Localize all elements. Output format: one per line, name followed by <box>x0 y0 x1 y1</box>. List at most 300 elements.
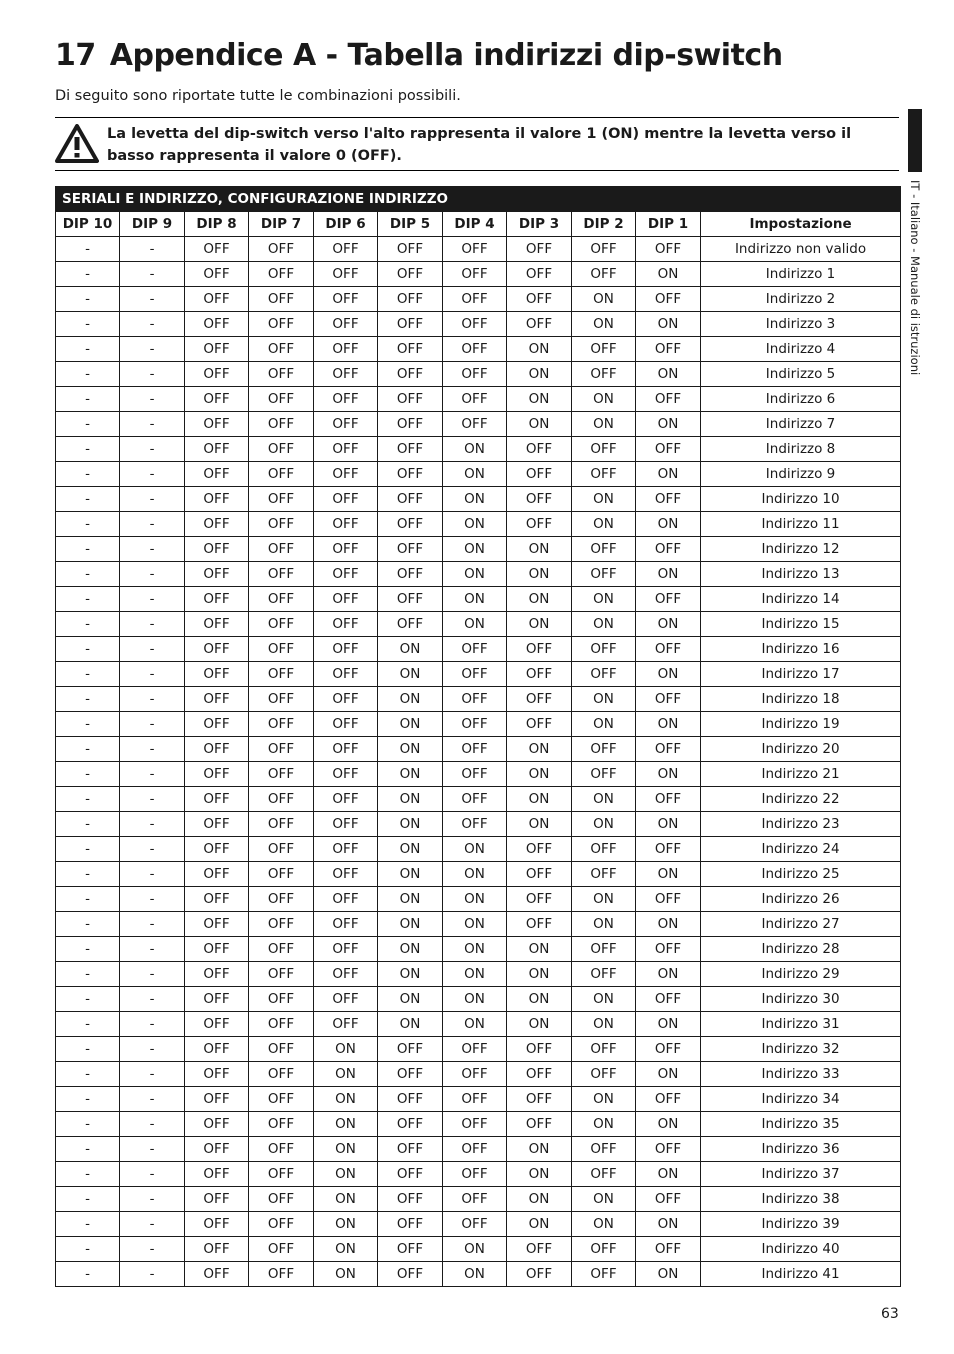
dip-state-cell: - <box>56 537 120 562</box>
dip-state-cell: OFF <box>249 762 314 787</box>
table-row <box>56 362 901 387</box>
dip-state-cell: OFF <box>636 537 701 562</box>
dip-state-cell: OFF <box>507 887 572 912</box>
dip-state-cell: - <box>120 437 185 462</box>
dip-state-cell: OFF <box>443 1162 507 1187</box>
dip-state-cell: OFF <box>378 1037 443 1062</box>
dip-state-cell: OFF <box>249 1037 314 1062</box>
dip-state-cell: - <box>56 587 120 612</box>
dip-state-cell: OFF <box>185 287 249 312</box>
dip-state-cell: OFF <box>185 1137 249 1162</box>
warning-box <box>55 117 899 171</box>
dip-state-cell: OFF <box>507 662 572 687</box>
dip-state-cell: ON <box>636 462 701 487</box>
dip-state-cell: ON <box>507 387 572 412</box>
column-header: DIP 4 <box>443 212 507 237</box>
dip-state-cell: OFF <box>314 362 378 387</box>
dip-state-cell: OFF <box>185 312 249 337</box>
dip-state-cell: OFF <box>507 837 572 862</box>
dip-state-cell: ON <box>507 962 572 987</box>
dip-state-cell: - <box>120 462 185 487</box>
table-row <box>56 262 901 287</box>
dip-state-cell: OFF <box>507 1087 572 1112</box>
column-header: DIP 8 <box>185 212 249 237</box>
dip-state-cell: OFF <box>249 687 314 712</box>
dip-state-cell: OFF <box>378 312 443 337</box>
dip-state-cell: - <box>56 262 120 287</box>
dip-state-cell: ON <box>636 1062 701 1087</box>
dip-state-cell: OFF <box>249 587 314 612</box>
dip-state-cell: OFF <box>636 287 701 312</box>
dip-state-cell: OFF <box>507 1037 572 1062</box>
table-banner: SERIALI E INDIRIZZO, CONFIGURAZIONE INDIRIZZO <box>56 187 901 212</box>
dip-state-cell: ON <box>636 1262 701 1287</box>
dip-state-cell: - <box>56 1062 120 1087</box>
dip-state-cell: ON <box>572 312 636 337</box>
dip-state-cell: OFF <box>185 1037 249 1062</box>
dip-state-cell: OFF <box>378 412 443 437</box>
dip-state-cell: OFF <box>314 612 378 637</box>
dip-state-cell: ON <box>636 1162 701 1187</box>
dip-state-cell: OFF <box>378 1137 443 1162</box>
table-row <box>56 287 901 312</box>
dip-state-cell: OFF <box>185 1212 249 1237</box>
dip-state-cell: ON <box>636 362 701 387</box>
dip-state-cell: - <box>56 612 120 637</box>
dip-state-cell: ON <box>378 687 443 712</box>
dip-state-cell: - <box>120 812 185 837</box>
dip-state-cell: - <box>56 362 120 387</box>
dip-state-cell: OFF <box>443 1112 507 1137</box>
dip-state-cell: OFF <box>249 862 314 887</box>
dip-state-cell: - <box>120 837 185 862</box>
setting-cell: Indirizzo 41 <box>701 1262 901 1287</box>
dip-state-cell: - <box>56 912 120 937</box>
dip-state-cell: OFF <box>185 1112 249 1137</box>
dip-state-cell: ON <box>507 612 572 637</box>
dip-state-cell: ON <box>572 1187 636 1212</box>
dip-state-cell: OFF <box>185 1087 249 1112</box>
dip-state-cell: OFF <box>314 712 378 737</box>
dip-state-cell: - <box>120 612 185 637</box>
dip-state-cell: - <box>56 487 120 512</box>
dip-state-cell: ON <box>378 887 443 912</box>
dip-state-cell: OFF <box>636 687 701 712</box>
table-row <box>56 912 901 937</box>
dip-state-cell: OFF <box>185 687 249 712</box>
dip-state-cell: ON <box>507 537 572 562</box>
dip-state-cell: OFF <box>636 437 701 462</box>
dip-state-cell: OFF <box>185 612 249 637</box>
dip-state-cell: OFF <box>572 962 636 987</box>
dip-state-cell: ON <box>378 837 443 862</box>
table-row <box>56 712 901 737</box>
dip-state-cell: ON <box>507 1012 572 1037</box>
dip-state-cell: ON <box>572 812 636 837</box>
dip-state-cell: - <box>56 287 120 312</box>
dip-state-cell: OFF <box>443 787 507 812</box>
dip-state-cell: OFF <box>443 237 507 262</box>
setting-cell: Indirizzo 26 <box>701 887 901 912</box>
dip-state-cell: - <box>120 512 185 537</box>
dip-state-cell: OFF <box>443 1037 507 1062</box>
dip-state-cell: OFF <box>185 912 249 937</box>
dip-state-cell: ON <box>378 737 443 762</box>
dip-state-cell: ON <box>507 1212 572 1237</box>
dip-state-cell: OFF <box>185 1262 249 1287</box>
dip-state-cell: OFF <box>249 1087 314 1112</box>
dip-state-cell: ON <box>572 287 636 312</box>
dip-state-cell: OFF <box>378 1237 443 1262</box>
dip-state-cell: OFF <box>572 537 636 562</box>
dip-state-cell: ON <box>636 512 701 537</box>
table-row <box>56 1262 901 1287</box>
dip-state-cell: ON <box>443 437 507 462</box>
dip-state-cell: OFF <box>185 937 249 962</box>
dip-state-cell: OFF <box>572 762 636 787</box>
dip-state-cell: - <box>56 1137 120 1162</box>
dip-state-cell: - <box>56 962 120 987</box>
dip-state-cell: OFF <box>185 1162 249 1187</box>
dip-state-cell: - <box>56 562 120 587</box>
table-row <box>56 412 901 437</box>
table-row <box>56 587 901 612</box>
setting-cell: Indirizzo 7 <box>701 412 901 437</box>
dip-state-cell: OFF <box>314 262 378 287</box>
dip-state-cell: OFF <box>378 612 443 637</box>
dip-state-cell: ON <box>572 587 636 612</box>
dip-state-cell: ON <box>443 537 507 562</box>
table-row <box>56 537 901 562</box>
setting-cell: Indirizzo 24 <box>701 837 901 862</box>
table-row <box>56 1012 901 1037</box>
table-row <box>56 512 901 537</box>
dip-state-cell: ON <box>378 937 443 962</box>
dip-state-cell: OFF <box>572 262 636 287</box>
dip-state-cell: OFF <box>572 562 636 587</box>
dip-state-cell: - <box>120 262 185 287</box>
dip-state-cell: OFF <box>249 962 314 987</box>
dip-state-cell: OFF <box>314 487 378 512</box>
dip-state-cell: ON <box>314 1237 378 1262</box>
table-banner-row <box>56 187 901 212</box>
setting-cell: Indirizzo 21 <box>701 762 901 787</box>
setting-cell: Indirizzo 34 <box>701 1087 901 1112</box>
column-header: DIP 6 <box>314 212 378 237</box>
table-row <box>56 637 901 662</box>
dip-state-cell: OFF <box>378 262 443 287</box>
dip-state-cell: OFF <box>378 537 443 562</box>
dip-state-cell: ON <box>443 1237 507 1262</box>
dip-state-cell: OFF <box>185 1012 249 1037</box>
dip-state-cell: OFF <box>572 437 636 462</box>
dip-state-cell: OFF <box>507 687 572 712</box>
dip-state-cell: - <box>120 962 185 987</box>
dip-state-cell: OFF <box>572 862 636 887</box>
dip-state-cell: OFF <box>443 1062 507 1087</box>
dip-state-cell: - <box>56 762 120 787</box>
dip-state-cell: ON <box>572 687 636 712</box>
dip-state-cell: - <box>120 862 185 887</box>
table-row <box>56 687 901 712</box>
dip-state-cell: ON <box>507 1187 572 1212</box>
dip-state-cell: OFF <box>507 262 572 287</box>
dip-state-cell: OFF <box>185 762 249 787</box>
dip-state-cell: - <box>120 237 185 262</box>
dip-state-cell: - <box>56 237 120 262</box>
dip-state-cell: ON <box>378 987 443 1012</box>
setting-cell: Indirizzo 19 <box>701 712 901 737</box>
dip-state-cell: ON <box>572 612 636 637</box>
setting-cell: Indirizzo 22 <box>701 787 901 812</box>
dip-state-cell: OFF <box>572 337 636 362</box>
dip-state-cell: OFF <box>443 1087 507 1112</box>
dip-state-cell: OFF <box>185 337 249 362</box>
dip-state-cell: OFF <box>443 412 507 437</box>
dip-state-cell: OFF <box>443 762 507 787</box>
setting-cell: Indirizzo 12 <box>701 537 901 562</box>
table-row <box>56 987 901 1012</box>
dip-state-cell: OFF <box>314 437 378 462</box>
dip-state-cell: - <box>56 787 120 812</box>
dip-state-cell: ON <box>443 512 507 537</box>
dip-state-cell: OFF <box>443 1137 507 1162</box>
dip-state-cell: - <box>56 437 120 462</box>
dip-state-cell: OFF <box>378 1212 443 1237</box>
dip-state-cell: OFF <box>185 737 249 762</box>
dip-state-cell: OFF <box>443 312 507 337</box>
setting-cell: Indirizzo 18 <box>701 687 901 712</box>
dip-state-cell: OFF <box>314 387 378 412</box>
dip-state-cell: OFF <box>507 912 572 937</box>
dip-state-cell: - <box>120 1012 185 1037</box>
column-header: DIP 7 <box>249 212 314 237</box>
setting-cell: Indirizzo 39 <box>701 1212 901 1237</box>
dip-state-cell: ON <box>507 337 572 362</box>
dip-state-cell: OFF <box>314 462 378 487</box>
dip-state-cell: ON <box>636 912 701 937</box>
dip-state-cell: ON <box>443 837 507 862</box>
dip-state-cell: OFF <box>507 1112 572 1137</box>
dip-state-cell: ON <box>443 862 507 887</box>
dip-state-cell: - <box>120 1262 185 1287</box>
dip-state-cell: OFF <box>314 837 378 862</box>
dip-state-cell: ON <box>507 1137 572 1162</box>
dip-state-cell: OFF <box>572 637 636 662</box>
dip-state-cell: - <box>120 787 185 812</box>
dip-state-cell: - <box>120 1112 185 1137</box>
dip-state-cell: OFF <box>314 737 378 762</box>
dip-state-cell: OFF <box>185 812 249 837</box>
table-row <box>56 1137 901 1162</box>
setting-cell: Indirizzo 17 <box>701 662 901 687</box>
setting-cell: Indirizzo 33 <box>701 1062 901 1087</box>
dip-state-cell: OFF <box>572 237 636 262</box>
dip-state-cell: ON <box>314 1087 378 1112</box>
table-row <box>56 437 901 462</box>
dip-state-cell: OFF <box>249 362 314 387</box>
dip-state-cell: OFF <box>636 737 701 762</box>
dip-state-cell: OFF <box>572 1237 636 1262</box>
table-row <box>56 787 901 812</box>
table-row <box>56 462 901 487</box>
dip-state-cell: OFF <box>249 712 314 737</box>
dip-state-cell: OFF <box>249 512 314 537</box>
dip-state-cell: OFF <box>314 562 378 587</box>
column-header: DIP 2 <box>572 212 636 237</box>
dip-state-cell: ON <box>314 1137 378 1162</box>
dip-state-cell: OFF <box>249 1162 314 1187</box>
dip-state-cell: ON <box>378 1012 443 1037</box>
dip-state-cell: ON <box>572 412 636 437</box>
dip-state-cell: OFF <box>507 862 572 887</box>
dip-state-cell: ON <box>443 937 507 962</box>
dip-state-cell: ON <box>443 1262 507 1287</box>
section-title: Appendice A - Tabella indirizzi dip-switch <box>109 38 783 73</box>
dip-state-cell: OFF <box>314 1012 378 1037</box>
dip-state-cell: OFF <box>507 437 572 462</box>
dip-state-cell: OFF <box>443 712 507 737</box>
warning-triangle-icon <box>55 124 99 164</box>
dip-state-cell: ON <box>378 912 443 937</box>
dip-state-cell: OFF <box>185 662 249 687</box>
dip-state-cell: OFF <box>443 262 507 287</box>
dip-state-cell: - <box>120 712 185 737</box>
dip-state-cell: OFF <box>378 462 443 487</box>
dip-state-cell: ON <box>507 362 572 387</box>
dip-state-cell: - <box>120 487 185 512</box>
dip-state-cell: ON <box>636 312 701 337</box>
dip-state-cell: - <box>120 687 185 712</box>
dip-state-cell: OFF <box>572 937 636 962</box>
dip-state-cell: - <box>56 687 120 712</box>
dip-state-cell: - <box>56 737 120 762</box>
table-row <box>56 887 901 912</box>
dip-state-cell: OFF <box>443 287 507 312</box>
dip-state-cell: OFF <box>185 387 249 412</box>
dip-state-cell: OFF <box>185 887 249 912</box>
section-number: 17 <box>55 38 96 73</box>
dip-state-cell: ON <box>443 1012 507 1037</box>
dip-state-cell: OFF <box>185 637 249 662</box>
dip-state-cell: OFF <box>185 512 249 537</box>
dip-state-cell: OFF <box>443 1212 507 1237</box>
dip-state-cell: - <box>120 662 185 687</box>
dip-state-cell: OFF <box>185 1187 249 1212</box>
table-row <box>56 937 901 962</box>
dip-state-cell: OFF <box>249 887 314 912</box>
dip-state-cell: ON <box>636 612 701 637</box>
dip-state-cell: OFF <box>572 1137 636 1162</box>
dip-state-cell: OFF <box>572 1262 636 1287</box>
dip-state-cell: OFF <box>185 712 249 737</box>
dip-state-cell: OFF <box>572 1037 636 1062</box>
dip-state-cell: OFF <box>314 962 378 987</box>
dip-state-cell: OFF <box>443 1187 507 1212</box>
dip-state-cell: - <box>56 1212 120 1237</box>
dip-state-cell: OFF <box>249 812 314 837</box>
side-tab-marker <box>908 109 922 172</box>
column-header: DIP 10 <box>56 212 120 237</box>
dip-state-cell: - <box>120 1137 185 1162</box>
table-row <box>56 962 901 987</box>
dip-state-cell: - <box>56 512 120 537</box>
dip-state-cell: - <box>120 762 185 787</box>
dip-state-cell: OFF <box>443 687 507 712</box>
table-row <box>56 1187 901 1212</box>
dip-state-cell: OFF <box>636 837 701 862</box>
table-row <box>56 812 901 837</box>
page-title <box>55 38 783 73</box>
dip-state-cell: - <box>120 562 185 587</box>
setting-cell: Indirizzo 15 <box>701 612 901 637</box>
dip-state-cell: OFF <box>443 362 507 387</box>
dip-state-cell: OFF <box>443 337 507 362</box>
dip-state-cell: OFF <box>636 937 701 962</box>
dip-state-cell: OFF <box>249 487 314 512</box>
dip-state-cell: OFF <box>378 237 443 262</box>
dip-state-cell: - <box>56 1087 120 1112</box>
dip-state-cell: - <box>120 312 185 337</box>
dip-state-cell: OFF <box>249 537 314 562</box>
dip-state-cell: OFF <box>249 237 314 262</box>
dip-state-cell: ON <box>636 1112 701 1137</box>
setting-cell: Indirizzo 30 <box>701 987 901 1012</box>
intro-text: Di seguito sono riportate tutte le combinazioni possibili. <box>55 88 461 104</box>
dip-state-cell: OFF <box>185 487 249 512</box>
setting-cell: Indirizzo 40 <box>701 1237 901 1262</box>
dip-state-cell: ON <box>378 762 443 787</box>
column-header: DIP 3 <box>507 212 572 237</box>
dip-state-cell: ON <box>378 712 443 737</box>
dip-state-cell: OFF <box>249 1212 314 1237</box>
table-row <box>56 862 901 887</box>
dip-state-cell: - <box>56 987 120 1012</box>
side-language-label: IT - Italiano - Manuale di istruzioni <box>908 180 922 376</box>
dip-state-cell: ON <box>636 412 701 437</box>
dip-state-cell: - <box>56 462 120 487</box>
dip-state-cell: ON <box>507 937 572 962</box>
dip-state-cell: ON <box>507 787 572 812</box>
dip-state-cell: OFF <box>314 987 378 1012</box>
dip-state-cell: OFF <box>378 1112 443 1137</box>
dip-state-cell: - <box>56 337 120 362</box>
dip-state-cell: OFF <box>572 1062 636 1087</box>
table-row <box>56 1237 901 1262</box>
dip-state-cell: OFF <box>249 1262 314 1287</box>
dip-state-cell: OFF <box>378 362 443 387</box>
dip-state-cell: ON <box>378 637 443 662</box>
setting-cell: Indirizzo 5 <box>701 362 901 387</box>
dip-state-cell: OFF <box>443 637 507 662</box>
dip-state-cell: - <box>56 312 120 337</box>
dip-state-cell: ON <box>378 812 443 837</box>
dip-state-cell: OFF <box>314 412 378 437</box>
dip-state-cell: ON <box>572 1212 636 1237</box>
dip-state-cell: - <box>56 1037 120 1062</box>
dip-state-cell: ON <box>636 1012 701 1037</box>
setting-cell: Indirizzo 20 <box>701 737 901 762</box>
dip-state-cell: OFF <box>572 662 636 687</box>
setting-cell: Indirizzo 29 <box>701 962 901 987</box>
dip-state-cell: OFF <box>378 387 443 412</box>
dip-state-cell: ON <box>443 462 507 487</box>
dip-state-cell: OFF <box>378 287 443 312</box>
dip-state-cell: - <box>120 387 185 412</box>
dip-state-cell: OFF <box>249 637 314 662</box>
setting-cell: Indirizzo 13 <box>701 562 901 587</box>
dip-state-cell: OFF <box>249 912 314 937</box>
